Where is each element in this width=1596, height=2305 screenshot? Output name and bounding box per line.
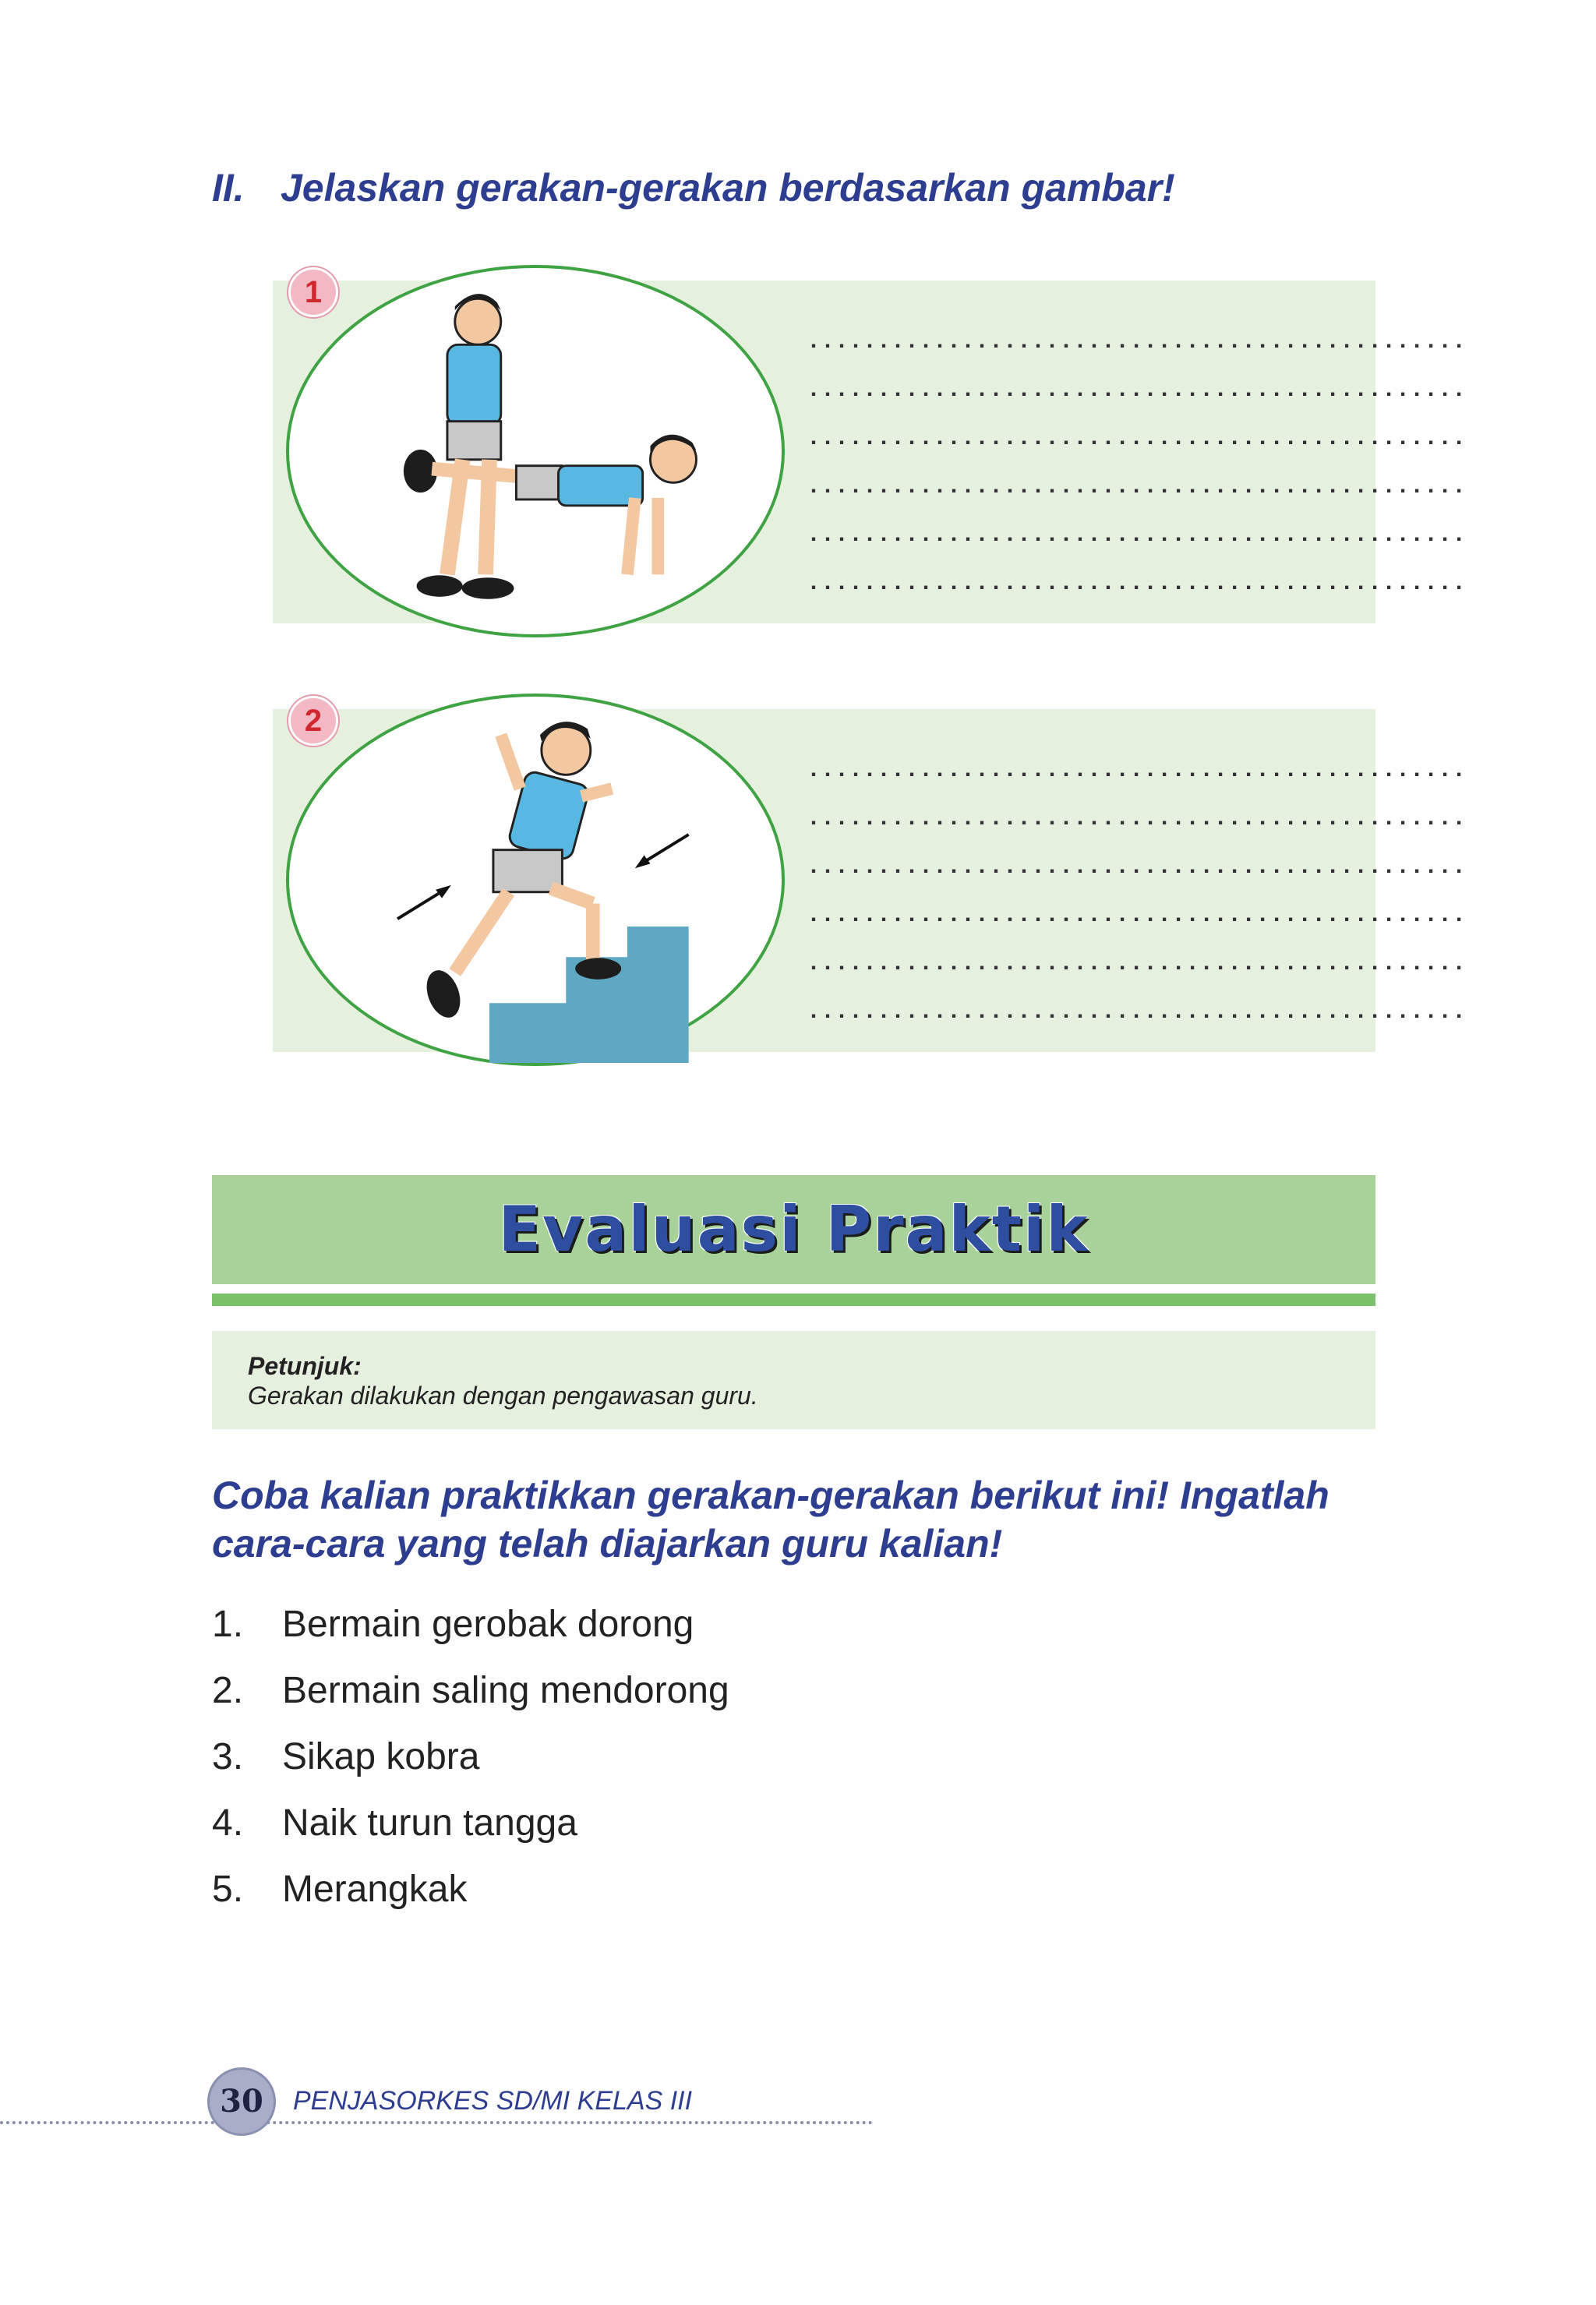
- list-item-label: Bermain gerobak dorong: [282, 1604, 694, 1645]
- list-item-label: Merangkak: [282, 1869, 468, 1910]
- answer-lines-1: [807, 318, 1467, 608]
- answer-line[interactable]: ...............................................: [807, 854, 1467, 881]
- wheelbarrow-drawing: [289, 268, 782, 634]
- list-item: [212, 1591, 729, 1657]
- answer-line[interactable]: ...............................................: [807, 806, 1467, 832]
- answer-line[interactable]: ...............................................: [807, 377, 1467, 404]
- list-item: [212, 1657, 729, 1724]
- answer-line[interactable]: ...............................................: [807, 570, 1467, 597]
- stairs-drawing: [289, 697, 782, 1063]
- footer-dotted-rule: [0, 2121, 873, 2124]
- list-item: [212, 1790, 729, 1856]
- answer-line[interactable]: ...............................................: [807, 522, 1467, 549]
- answer-lines-2: [807, 747, 1467, 1036]
- exercise-number-badge-2: 2: [288, 696, 338, 746]
- footer-book-title: PENJASORKES SD/MI KELAS III: [293, 2086, 693, 2116]
- answer-line[interactable]: ...............................................: [807, 425, 1467, 452]
- answer-line[interactable]: ...............................................: [807, 474, 1467, 500]
- list-item-index: 4.: [212, 1802, 244, 1844]
- section-title-text: Jelaskan gerakan-gerakan berdasarkan gambar!: [281, 166, 1175, 210]
- list-item-label: Naik turun tangga: [282, 1802, 577, 1844]
- list-item-label: Bermain saling mendorong: [282, 1670, 729, 1711]
- list-item: [212, 1724, 729, 1790]
- hint-box: [212, 1331, 1375, 1429]
- exercise-number-badge-1: 1: [288, 267, 338, 317]
- exercise-illustration-stairs: [286, 694, 785, 1066]
- answer-line[interactable]: ...............................................: [807, 757, 1467, 784]
- answer-line[interactable]: ...............................................: [807, 951, 1467, 977]
- practice-list: [212, 1591, 729, 1922]
- answer-line[interactable]: ...............................................: [807, 329, 1467, 355]
- list-item-index: 2.: [212, 1670, 244, 1711]
- evaluation-banner-stripe: [212, 1294, 1375, 1306]
- list-item-label: Sikap kobra: [282, 1736, 480, 1777]
- hint-label: Petunjuk:: [248, 1352, 362, 1380]
- page-number: 30: [207, 2067, 276, 2136]
- section-roman-numeral: II.: [212, 166, 245, 210]
- list-item: [212, 1856, 729, 1922]
- list-item-index: 3.: [212, 1736, 244, 1777]
- answer-line[interactable]: ...............................................: [807, 902, 1467, 929]
- practice-instruction: Coba kalian praktikkan gerakan-gerakan berikut ini! Ingatlah cara-cara yang telah diajarkan guru kalian!: [212, 1474, 1329, 1565]
- evaluation-title: Evaluasi Praktik: [498, 1193, 1089, 1265]
- exercise-illustration-wheelbarrow: [286, 265, 785, 637]
- list-item-index: 5.: [212, 1869, 244, 1910]
- list-item-index: 1.: [212, 1604, 244, 1645]
- answer-line[interactable]: ...............................................: [807, 999, 1467, 1025]
- section-heading: [212, 165, 1175, 210]
- hint-text: Gerakan dilakukan dengan pengawasan guru.: [248, 1382, 758, 1410]
